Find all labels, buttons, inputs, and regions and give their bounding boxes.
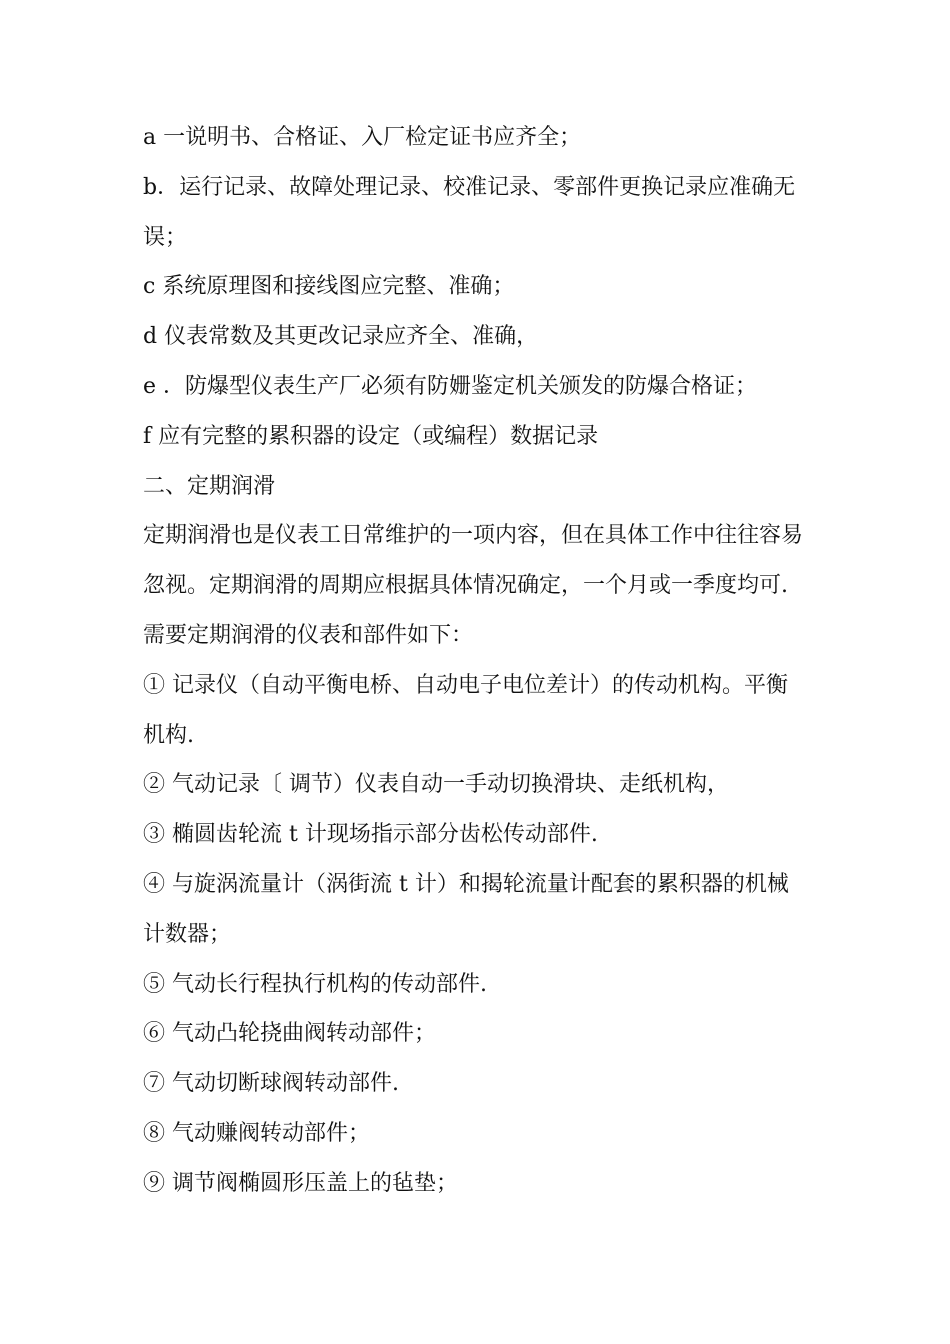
list-item: ⑨ 调节阀椭圆形压盖上的毡垫；: [143, 1170, 458, 1196]
text-line: f 应有完整的累积器的设定（或编程）数据记录: [143, 423, 599, 449]
list-item: ⑥ 气动凸轮挠曲阀转动部件；: [143, 1021, 436, 1047]
text-line: 需要定期润滑的仪表和部件如下：: [143, 622, 474, 648]
list-item: ③ 椭圆齿轮流 t 计现场指示部分齿松传动部件.: [143, 822, 598, 848]
text-line: e ．防爆型仪表生产厂必须有防姗鉴定机关颁发的防爆合格证；: [143, 373, 758, 399]
text-line: 误；: [143, 224, 188, 250]
list-item: ① 记录仪（自动平衡电桥、自动电子电位差计）的传动机构。平衡: [143, 672, 788, 698]
document-body: [143, 113, 813, 1209]
list-item: ② 气动记录〔 调节）仪表自动一手动切换滑块、走纸机构，: [143, 772, 729, 798]
list-item: 机构.: [143, 722, 194, 748]
list-item: ⑧ 气动赚阀转动部件；: [143, 1120, 370, 1146]
list-item: 计数器；: [143, 921, 232, 947]
list-item: ⑤ 气动长行程执行机构的传动部件.: [143, 971, 487, 997]
text-line: b．运行记录、故障处理记录、校准记录、零部件更换记录应准确无: [143, 174, 796, 200]
text-line: a 一说明书、合格证、入厂检定证书应齐全；: [143, 125, 582, 150]
text-line: d 仪表常数及其更改记录应齐全、准确，: [143, 324, 539, 350]
section-heading: 二、定期润滑: [143, 473, 276, 499]
text-line: 定期润滑也是仪表工日常维护的一项内容，但在具体工作中往往容易: [143, 523, 804, 549]
text-line: c 系统原理图和接线图应完整、准确；: [143, 274, 515, 300]
list-item: ⑦ 气动切断球阀转动部件.: [143, 1071, 399, 1097]
text-line: 忽视。定期润滑的周期应根据具体情况确定，一个月或一季度均可.: [143, 573, 788, 599]
list-item: ④ 与旋涡流量计（涡街流 t 计）和揭轮流量计配套的累积器的机械: [143, 871, 789, 897]
